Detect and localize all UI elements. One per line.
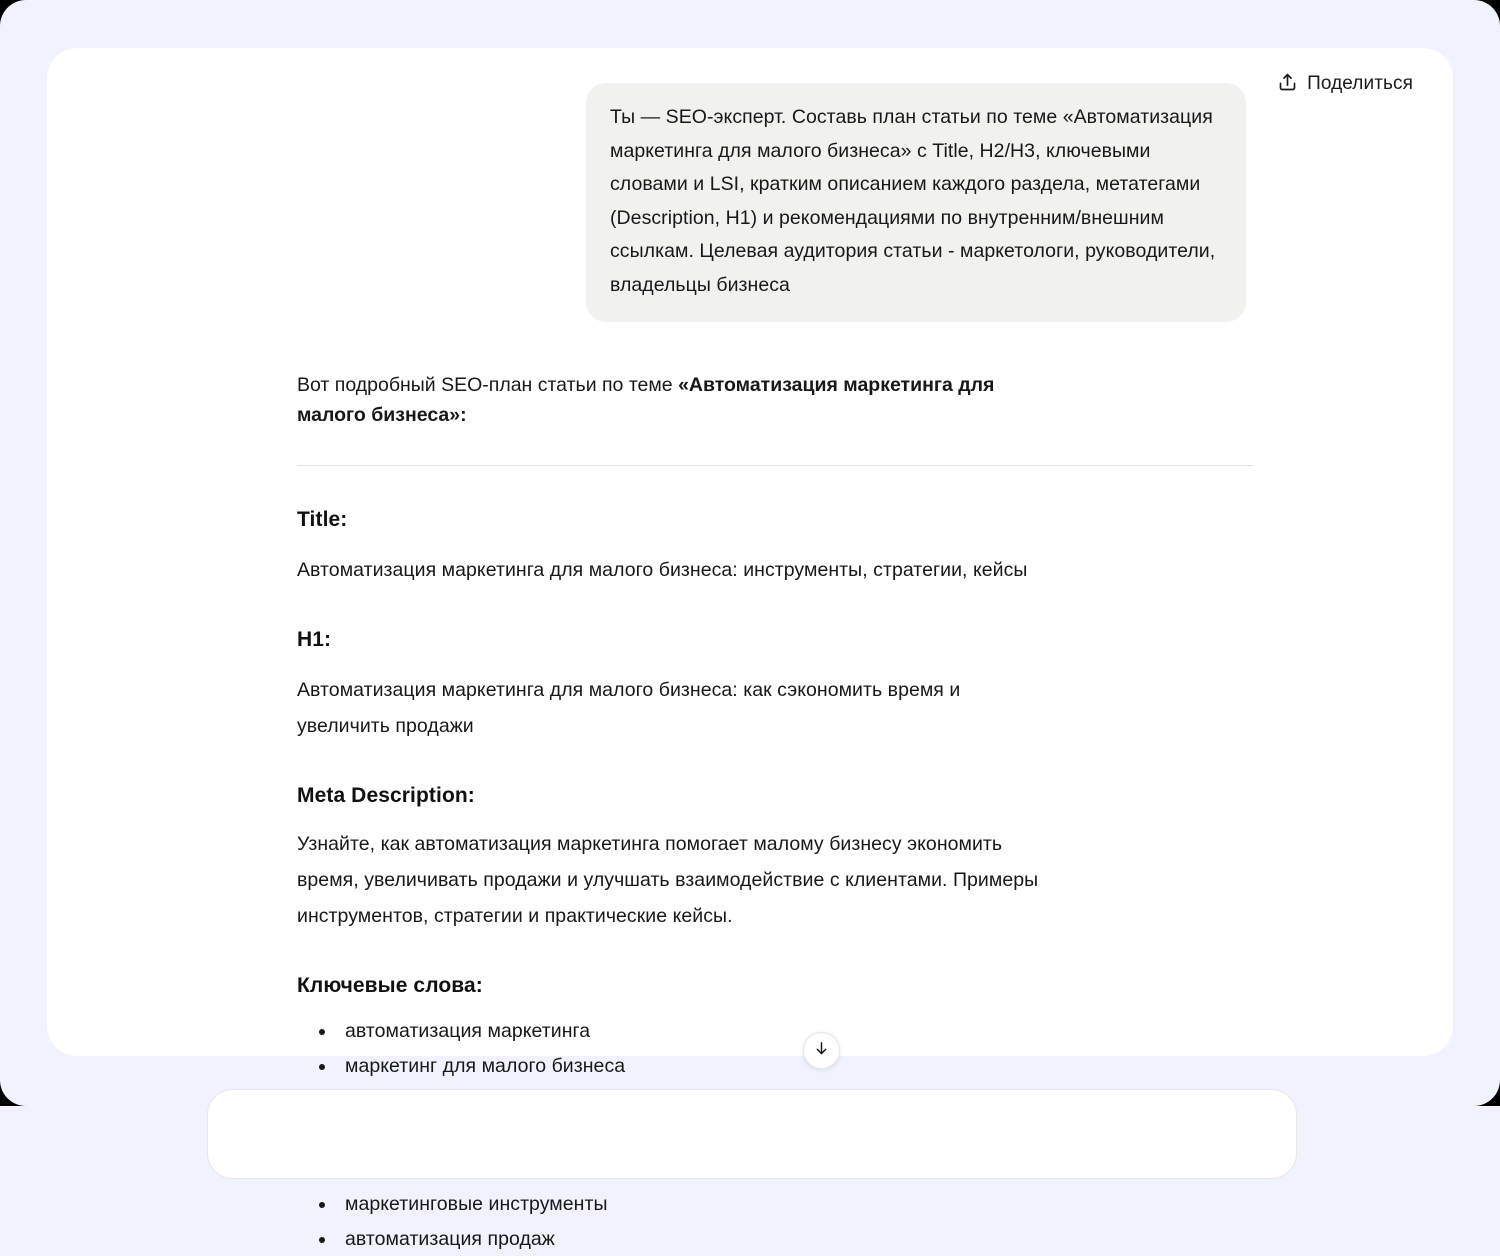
share-button[interactable] [1267,66,1423,102]
section-divider [297,465,1253,466]
assistant-intro-prefix: Вот подробный SEO-план статьи по теме [297,374,679,396]
assistant-intro-paragraph [297,370,1057,430]
user-message-bubble [586,83,1246,322]
bezel-corner-bottom-right [1474,1080,1500,1106]
user-message-text: Ты — SEO-эксперт. Составь план статьи по теме «Автоматизация маркетинга для малого бизнеса» с Title, H2/H3, ключевыми словами и LSI, кратким описанием каждого раздела, метатегами (Description, H1) и рекомендациями по внутренним/внешним ссылкам. Целевая аудитория статьи - маркетологи, руководители, владельцы бизнеса [610,106,1216,296]
list-item: автоматизация продаж [319,1222,1057,1256]
list-item: маркетинговые инструменты [319,1187,1057,1222]
body-h1: Автоматизация маркетинга для малого бизнеса: как сэкономить время и увеличить продажи [297,679,961,737]
scroll-to-bottom-button[interactable] [803,1032,840,1069]
list-item: автоматизация маркетинга [319,1014,1057,1049]
body-meta-description: Узнайте, как автоматизация маркетинга помогает малому бизнесу экономить время, увеличивать продажи и улучшать взаимодействие с клиентами. Примеры инструментов, стратегии и практические кейсы. [297,833,1039,927]
heading-title: Title: [297,508,348,531]
conversation-scroll-area[interactable] [47,48,1453,1250]
assistant-intro-topic: «Автоматизация маркетинга для малого бизнеса»: [297,374,995,426]
chat-card [47,48,1453,1250]
message-composer[interactable] [207,1089,1297,1179]
share-upload-icon [1277,72,1298,96]
heading-keywords: Ключевые слова: [297,974,483,997]
heading-h1: H1: [297,628,332,651]
body-title: Автоматизация маркетинга для малого бизнеса: инструменты, стратегии, кейсы [297,559,1028,581]
bezel-corner-top-left [0,0,26,26]
share-button-label: Поделиться [1307,73,1413,94]
heading-meta-description: Meta Description: [297,784,475,807]
bezel-corner-bottom-left [0,1080,26,1106]
list-item: маркетинг для малого бизнеса [319,1049,1057,1084]
arrow-down-icon [813,1040,830,1062]
user-turn [47,48,1453,322]
bezel-corner-top-right [1474,0,1500,26]
